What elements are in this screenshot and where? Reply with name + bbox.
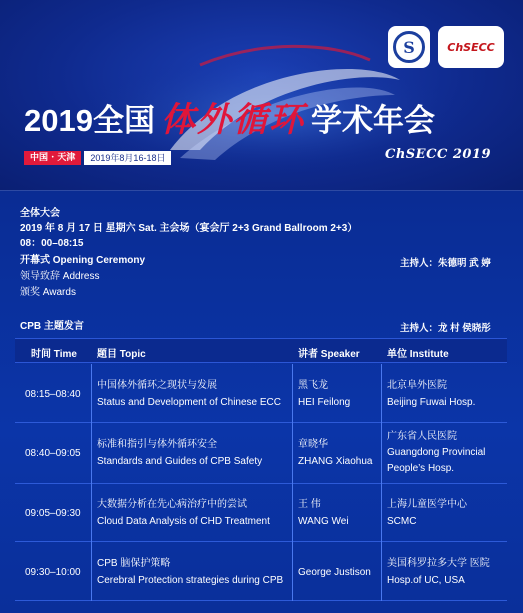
table-row: [15, 423, 507, 484]
table-row: [15, 364, 507, 423]
row-time: 08:15–08:40: [25, 389, 81, 400]
title-suffix: 学术年会: [310, 103, 435, 138]
header-topic: 题目 Topic: [97, 349, 146, 360]
row-institute-cn: 上海儿童医学中心: [387, 499, 467, 510]
row-institute-en-2: People’s Hosp.: [387, 463, 455, 474]
opening-host: 主持人：朱德明 武 婷: [400, 258, 491, 269]
conference-title: [24, 92, 435, 140]
row-time: 09:30–10:00: [25, 567, 81, 578]
row-institute-en: Hosp.of UC, USA: [387, 575, 465, 586]
row-institute-cn: 美国科罗拉多大学 医院: [387, 558, 490, 569]
awards: 颁奖 Awards: [20, 287, 76, 298]
society-logo: [388, 26, 430, 68]
opening-ceremony: 开幕式 Opening Ceremony: [20, 255, 146, 266]
session-heading: 全体大会: [20, 208, 60, 219]
leader-address: 领导致辞 Address: [20, 271, 100, 282]
row-institute-en: SCMC: [387, 516, 417, 527]
row-topic-cn: 中国体外循环之现状与发展: [97, 380, 217, 391]
header-institute: 单位 Institute: [387, 349, 449, 360]
row-topic-en: Standards and Guides of CPB Safety: [97, 456, 263, 467]
row-topic-en: Cerebral Protection strategies during CPB: [97, 575, 284, 586]
row-topic-cn: CPB 脑保护策略: [97, 558, 171, 569]
header-time: 时间 Time: [31, 349, 77, 360]
row-topic-cn: 标准和指引与体外循环安全: [97, 439, 217, 450]
column-divider: [292, 364, 293, 601]
table-row: [15, 484, 507, 542]
column-divider: [91, 364, 92, 601]
row-institute-en: Beijing Fuwai Hosp.: [387, 397, 476, 408]
row-topic-cn: 大数据分析在先心病治疗中的尝试: [97, 499, 247, 510]
row-time: 09:05–09:30: [25, 508, 81, 519]
society-logo-mark: S: [393, 31, 425, 63]
row-speaker-en: HEI Feilong: [298, 397, 351, 408]
date-range: 2019年8月16-18日: [84, 151, 171, 165]
title-highlight: 体外循环: [160, 100, 305, 140]
location-date: [24, 151, 171, 165]
cpb-host: 主持人：龙 村 侯晓彤: [400, 323, 491, 334]
row-speaker-en: WANG Wei: [298, 516, 349, 527]
schedule-table-header: [15, 338, 507, 363]
row-topic-en: Cloud Data Analysis of CHD Treatment: [97, 516, 270, 527]
header-divider: [0, 190, 523, 191]
session-date-line: 2019 年 8 月 17 日 星期六 Sat. 主会场（宴会厅 2+3 Grand Ballroom 2+3）: [20, 223, 358, 234]
location-badge: 中国 · 天津: [24, 151, 81, 165]
row-institute-cn: 北京阜外医院: [387, 380, 447, 391]
header-speaker: 讲者 Speaker: [298, 349, 360, 360]
row-speaker-cn: 黑飞龙: [298, 380, 328, 391]
row-topic-en: Status and Development of Chinese ECC: [97, 397, 281, 408]
column-divider: [381, 364, 382, 601]
row-speaker-cn: George Justison: [298, 567, 371, 578]
cpb-heading: CPB 主题发言: [20, 321, 84, 332]
row-speaker-en: ZHANG Xiaohua: [298, 456, 373, 467]
title-prefix: 2019全国: [24, 103, 155, 138]
chsecc-logo: [438, 26, 504, 68]
row-speaker-cn: 王 伟: [298, 499, 321, 510]
chsecc-logo-text: ChSECC: [447, 40, 495, 54]
row-time: 08:40–09:05: [25, 448, 81, 459]
session-time-line: 08：00–08:15: [20, 238, 84, 249]
table-row: [15, 542, 507, 601]
row-speaker-cn: 章晓华: [298, 439, 328, 450]
english-title: ChSECC 2019: [385, 147, 491, 162]
row-institute-en: Guangdong Provincial: [387, 447, 486, 458]
row-institute-cn: 广东省人民医院: [387, 431, 457, 442]
